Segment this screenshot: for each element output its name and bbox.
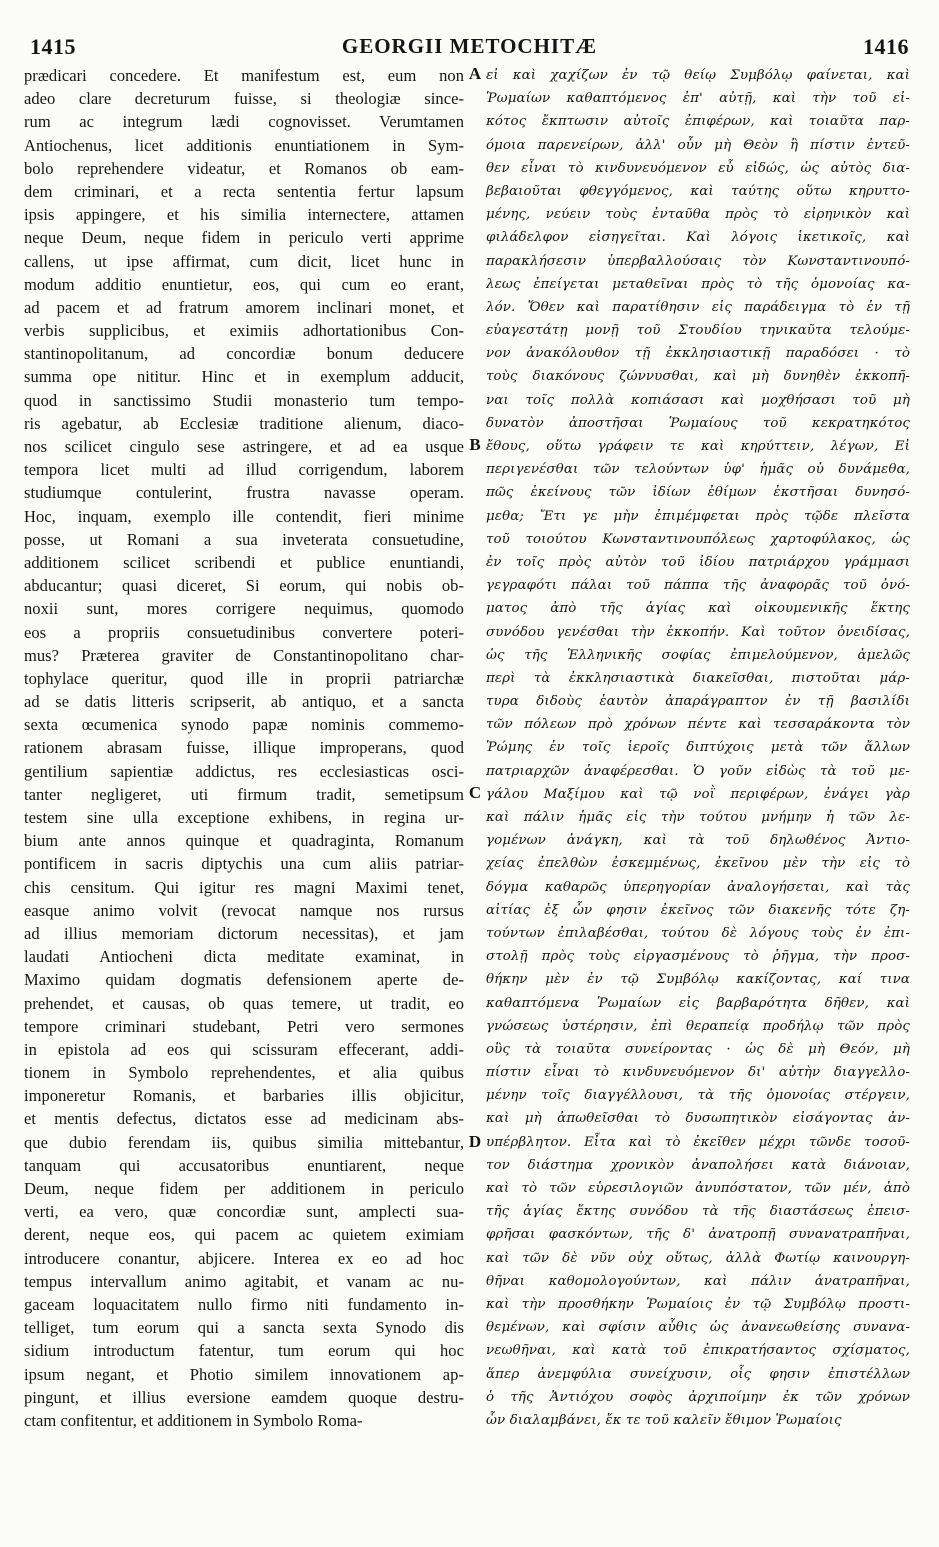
greek-text-line: συνόδου γενέσθαι τὴν ἐκκοπήν. Καὶ τοῦτον ὀνειδίσας, [486, 624, 910, 640]
latin-text-line: additionem scilicet scribendi et publice enuntiandi, [24, 552, 464, 572]
latin-text-line: stantinopolitanum, ad concordiæ bonum deducere [24, 344, 464, 364]
greek-text-line: δυνατὸν ἀποστῆσαι Ῥωμαίους τοῦ κεκρατηκότος [486, 415, 910, 431]
latin-text-line: ad se datis litteris scripserit, ab antiquo, et a sancta [24, 692, 464, 712]
latin-text-line: verbis supplicibus, et eximiis adhortationibus Con- [24, 321, 464, 341]
greek-text-line: στολῇ πρὸς τοὺς εἰργασμένους τὸ ῥῆγμα, τὴν προσ- [486, 949, 910, 965]
greek-text-line: καὶ τὴν προσθήκην Ῥωμαίοις ἐν τῷ Συμβόλῳ προστι- [486, 1296, 910, 1312]
greek-text-line: τοὺς διακόνους ζώννυσθαι, καὶ μὴ δυνηθὲν ἐκκοπῆ- [486, 369, 910, 385]
greek-text-line: θεμένων, καὶ σφίσιν αὖθις ὡς ἀνανεωθείσης συνανα- [486, 1320, 910, 1336]
latin-text-line: tophylace queritur, quod ille in proprii patriarchæ [24, 668, 464, 688]
greek-text-line: νεωθῆναι, καὶ κατὰ τοῦ ἐπικρατήσαντος σχίσματος, [486, 1343, 910, 1359]
greek-text-line: καὶ τὸ τῶν εὑρεσιλογιῶν ἀνυπόστατον, τῶν μέν, ἀπὸ [486, 1181, 910, 1196]
latin-text-line: quod in sanctissimo Studii monasterio tum tempo- [24, 390, 464, 410]
greek-text-line: θῆναι καθομολογούντων, καὶ πάλιν ἀνατραπῆναι, [486, 1273, 910, 1289]
latin-text-line: testem sine ulla exceptione exhibens, in regina ur- [24, 808, 464, 827]
latin-column [24, 64, 464, 1432]
greek-text-line: μένης, νεύειν τοὺς ἐνταῦθα πρὸς τὸ εἰρηνικὸν καὶ [486, 207, 910, 223]
section-marker-c: C [468, 783, 482, 802]
latin-text-line: nos scilicet cingulo sese astringere, et ad ea usque [24, 437, 464, 456]
latin-text-line: summa ope nititur. Hinc et in exemplum adducit, [24, 367, 464, 387]
greek-text-line: περιγενέσθαι τῶν τελούντων ὑφ' ἡμᾶς οὐ δυνάμεθα, [486, 462, 910, 478]
greek-text-line: φρῆσαι φασκόντων, τῆς δ' ἀνατροπῇ συνανατραπῆναι, [486, 1227, 910, 1243]
latin-text-line: bium ante annos quinque et quadraginta, Romanum [24, 831, 464, 851]
latin-text-line: ctam confitentur, et additionem in Symbolo Roma- [24, 1410, 363, 1430]
latin-text-line: que dubio ferendam iis, quibus similia mittebantur, [24, 1132, 464, 1152]
latin-text-line: neque Deum, neque fidem in periculo verti apprime [24, 228, 464, 248]
greek-text-line: ὧν διαλαμβάνει, ἔκ τε τοῦ καλεῖν ἔθιμον Ῥωμαίοις [486, 1412, 842, 1428]
running-title: GEORGII METOCHITÆ [341, 34, 598, 58]
latin-text-line: prædicari concedere. Et manifestum est, eum non [24, 66, 464, 85]
page-number-right: 1416 [863, 34, 909, 59]
latin-text-line: Deum, neque fidem per additionem in periculo [24, 1179, 464, 1198]
section-marker-b: B [469, 435, 481, 454]
greek-text-line: ἔθους, οὕτω γράφειν τε καὶ κηρύττειν, λέγων, Εἰ [486, 439, 910, 454]
latin-text-line: Hoc, inquam, exemplo ille contendit, fieri minime [24, 506, 464, 526]
latin-text-line: pingunt, et illius eversione eamdem quoque destru- [24, 1387, 464, 1407]
greek-text-line: υπέρβλητον. Εἶτα καὶ τὸ ἐκεῖθεν μέχρι τῶνδε τοσοῦ- [486, 1134, 910, 1150]
latin-text-line: tanquam qui accusatoribus enuntiarent, neque [24, 1155, 464, 1175]
latin-text-line: pontificem in sacris diptychis una cum aliis patriar- [24, 854, 464, 874]
greek-text-line: λεως ἐπείγεται μεταθεῖναι πρὸς τὸ τῆς ὁμονοίας κα- [486, 276, 910, 292]
greek-text-line: αἰτίας ἐξ ὧν φησιν ἐκεῖνος τῶν διακενῆς τότε ζη- [486, 902, 910, 918]
greek-text-line: καὶ τῶν δὲ νῦν οὐχ οὕτως, ἀλλὰ Φωτίῳ καινουργη- [486, 1250, 910, 1266]
latin-text-line: Maximo quidam dogmatis defensionem aperte de- [24, 970, 464, 990]
greek-text-line: τούντων ἐπιλαβέσθαι, τούτου δὲ λόγους τοὺς ἐν ἐπι- [486, 925, 910, 941]
greek-text-line: ἐν τοῖς πρὸς αὐτὸν τοῦ ἰδίου πατριάρχου γράμμασι [486, 554, 910, 570]
latin-text-line: chis censitum. Qui igitur res magni Maximi tenet, [24, 877, 464, 897]
greek-text-line: φιλάδελφον εἰσηγεῖται. Καὶ λόγοις ἱκετικοῖς, καὶ [486, 230, 910, 246]
greek-text-line: ἅπερ ἀνεμφύλια συνείχυσιν, οἷς φησιν ἐπιστέλλων [486, 1366, 910, 1382]
greek-text-line: εἰ καὶ χαχίζων ἐν τῷ θείῳ Συμβόλῳ φαίνεται, καὶ [486, 68, 910, 83]
greek-text-line: ματος ἀπὸ τῆς ἁγίας καὶ οἰκουμενικῆς ἕκτης [486, 601, 910, 617]
greek-text-line: τοῦ τοιούτου Κωνσταντινουπόλεως χαρτοφύλακος, ὡς [486, 531, 910, 547]
latin-text-line: verti, ea vero, quæ concordiæ sunt, amplecti sua- [24, 1202, 464, 1222]
greek-text-line: χείας ἐπελθὼν ἐσκεμμένως, ἐκεῖνου μὲν τὴν εἰς τὸ [486, 856, 910, 872]
greek-text-line: μένην τοῖς διαγγέλλουσι, τὰ τῆς ὁμονοίας στέργειν, [486, 1088, 910, 1104]
latin-text-line: telliget, tum eorum qui a sancta sexta Synodo dis [24, 1318, 464, 1338]
latin-text-line: noxii sunt, mores corrigere nequimus, quomodo [24, 599, 464, 619]
latin-text-line: dem criminari, et a recta sententia fertur lapsum [24, 181, 464, 201]
latin-text-line: tempus intervallum animo agitabit, et vanam ac nu- [24, 1271, 464, 1291]
latin-text-line: tionem in Symbolo reprehendentes, et alia quibus [24, 1063, 464, 1083]
greek-text-line: καθαπτόμενα Ῥωμαίων εἰς βαρβαρότητα δῆθεν, καὶ [486, 995, 910, 1011]
greek-text-line: θεν εἶναι τὸ κινδυνευόμενον εὖ εἰδώς, ὡς αὐτὸς δια- [486, 160, 910, 176]
latin-text-line: tempora licet multi ad illud corrigendum, laborem [24, 460, 464, 480]
latin-text-line: bolo reprehendere videatur, et Romanos ob eam- [24, 158, 464, 178]
latin-text-line: gaceam loquacitatem nullo firmo niti fundamento in- [24, 1294, 464, 1314]
greek-text-line: βεβαιοῦται φθεγγόμενος, καὶ ταύτης οὕτω κηρυττο- [486, 183, 910, 199]
latin-text-line: eos a propriis consuetudinibus convertere poteri- [24, 622, 464, 642]
greek-text-line: γάλου Μαξίμου καὶ τῷ νοῒ περιφέρων, ἐνάγει γὰρ [486, 786, 910, 802]
latin-text-line: ad illius memoriam dictorum necessitas), et jam [24, 923, 464, 943]
latin-text-line: sexta œcumenica synodo papæ nominis commemo- [24, 715, 464, 735]
greek-text-line: δόγμα καθαρῶς ὑπερηγορίαν ἀναλογήσεται, καὶ τὰς [486, 879, 910, 895]
greek-text-line: πίστιν εἶναι τὸ κινδυνευόμενον δι' αὐτὴν διαγγελλο- [486, 1065, 910, 1081]
greek-text-line: τῶν πόλεων πρὸ χρόνων πέντε καὶ τεσσαράκοντα τὸν [486, 717, 910, 733]
latin-text-line: adeo clare decreturum fuisse, si theologiæ since- [24, 89, 464, 109]
greek-text-line: ὁ τῆς Ἀντιόχου σοφὸς ἀρχιποίμην ἐκ τῶν χρόνων [486, 1389, 910, 1405]
greek-text-line: πῶς ἐκείνους τῶν ἰδίων ἐθίμων ἐκστῆσαι δυνησό- [486, 485, 910, 501]
greek-text-line: θήκην μὲν ἐν τῷ Συμβόλῳ κακίζοντας, καί τινα [486, 972, 910, 988]
greek-text-line: τῆς ἁγίας ἕκτης συνόδου τὰ τῆς διαστάσεως ἐπεισ- [486, 1204, 910, 1220]
greek-text-line: κότος ἔκπτωσιν αὐτοῖς ἐπιφέρων, καὶ τοιαῦτα παρ- [486, 114, 910, 130]
latin-text-line: ris agebatur, ab Ecclesiæ traditione alienum, diaco- [24, 413, 464, 433]
section-marker-a: A [468, 64, 482, 83]
latin-text-line: studiumque contulerint, frustra navasse operam. [24, 483, 464, 503]
greek-text-line: Ῥωμαίων καθαπτόμενος ἐπ' αὐτῇ, καὶ τὴν τοῦ εἰ- [486, 91, 910, 107]
latin-text-line: introducere conantur, abjicere. Interea ex eo ad hoc [24, 1248, 464, 1268]
latin-text-line: gentilium sapientiæ addictus, res ecclesiasticas osci- [24, 761, 464, 781]
greek-text-line: παρακλήσεσιν ὑπερβαλλούσαις τὸν Κωνσταντινουπό- [486, 253, 910, 269]
latin-text-line: easque animo volvit (revocat namque nos rursus [24, 900, 464, 920]
greek-column [486, 64, 910, 1432]
greek-text-line: καὶ πάλιν ἡμᾶς εἰς τὴν τούτου μνήμην ἡ τῶν λε- [486, 810, 910, 825]
greek-text-line: οὓς τὰ τοιαῦτα συνείροντας · ὡς δὲ μὴ Θεόν, μὴ [486, 1041, 910, 1057]
page-number-left: 1415 [30, 34, 76, 59]
latin-text-line: ipsis appingere, et his similia internectere, attamen [24, 205, 464, 225]
page-header [30, 34, 909, 64]
latin-text-line: in epistola ad eos qui scissuram effecerant, addi- [24, 1039, 464, 1059]
greek-text-line: καὶ μὴ ἀπωθεῖσθαι τὸ δυσωπητικὸν εἰσάγοντας ἀν- [486, 1111, 910, 1127]
latin-text-line: Antiochenus, licet additionis enuntiationem in Sym- [24, 135, 464, 155]
greek-text-line: ὡς τῆς Ἑλληνικῆς σοφίας ἐπιμελούμενον, ἀμελῶς [486, 647, 910, 663]
greek-text-line: λόν. Ὅθεν καὶ παρατίθησιν εἰς παράδειγμα τὸ ἐν τῇ [486, 299, 910, 315]
greek-text-line: τυρα διδοὺς ἑαυτὸν ἀπαράγραπτον ἐν τῇ βασιλίδι [486, 694, 910, 710]
greek-text-line: τον διάστημα χρονικὸν ἀναπολήσει κατὰ διάνοιαν, [486, 1157, 910, 1173]
latin-text-line: laudati Antiocheni dicta meditate examinat, in [24, 947, 464, 967]
latin-text-line: modum additio enuntietur, eos, qui cum eo erant, [24, 274, 464, 294]
latin-text-line: posse, ut Romani a sua inveterata consuetudine, [24, 529, 464, 549]
latin-text-line: rationem abrasam fuisse, illique improperans, quod [24, 738, 464, 758]
greek-text-line: εὐαγεστάτῃ μονῇ τοῦ Στουδίου τηνικαῦτα τελούμε- [486, 323, 910, 339]
latin-text-line: ad pacem et ad fratrum amorem inclinari monet, et [24, 297, 464, 317]
greek-text-line: νον ἀνακόλουθον τῇ ἐκκλησιαστικῇ παραδόσει · τὸ [486, 346, 910, 362]
greek-text-line: μεθα; Ἔτι γε μὴν ἐπιμέμφεται πρὸς τῷδε πλεῖστα [486, 508, 910, 524]
latin-text-line: callens, ut ipse affirmat, cum dicit, licet hunc in [24, 251, 464, 271]
latin-text-line: sidium introductum fatentur, tum eorum qui hoc [24, 1341, 464, 1361]
latin-text-line: rum ac integrum lædi cognovisset. Verumtamen [24, 112, 464, 132]
greek-text-line: γομένων ἀνάγκη, καὶ τὰ τοῦ δηλωθένος Ἀντιο- [486, 833, 910, 849]
latin-text-line: derent, neque eos, qui pacem ac quietem eximiam [24, 1225, 464, 1245]
latin-text-line: imponeretur Romanis, et barbaries illis objicitur, [24, 1086, 464, 1106]
greek-text-line: πατριαρχῶν ἀναφέρεσθαι. Ὁ γοῦν εἰδὼς τὰ τοῦ με- [486, 763, 910, 779]
greek-text-line: γνώσεως ὑστέρησιν, ἐπὶ θεραπείᾳ προδήλῳ τῶν πρὸς [486, 1018, 910, 1034]
latin-text-line: ipsum negant, et Photio similem innovationem ap- [24, 1364, 464, 1384]
latin-text-line: prehendet, et causas, ob quas temere, ut tradit, eo [24, 993, 464, 1013]
latin-text-line: abducantur; quasi diceret, Si eorum, qui nobis ob- [24, 576, 464, 596]
greek-text-line: όμοια παρενείρων, ἀλλ' οὖν μὴ Θεὸν ἢ πίστιν ἐντεῦ- [486, 137, 910, 153]
latin-text-line: mus? Præterea graviter de Constantinopolitano char- [24, 645, 464, 665]
latin-text-line: et mentis defectus, dictatos esse ad medicinam abs- [24, 1109, 464, 1129]
greek-text-line: περὶ τὰ ἐκκλησιαστικὰ διακεῖσθαι, πιστοῦται μάρ- [486, 670, 910, 686]
latin-text-line: tempore criminari studebant, Petri vero sermones [24, 1016, 464, 1036]
greek-text-line: ναι τοῖς πολλὰ κοπιάσασι καὶ μοχθήσασι τοῦ μὴ [486, 392, 910, 408]
greek-text-line: γεγραφότι πάλαι τοῦ πάππα τῆς ἀναφορᾶς τοῦ ὀνό- [486, 578, 910, 594]
greek-text-line: Ῥώμης ἐν τοῖς ἱεροῖς διπτύχοις μετὰ τῶν ἄλλων [486, 740, 910, 756]
latin-text-line: tanter negligeret, uti firmum tradit, semetipsum [24, 784, 464, 804]
section-marker-d: D [468, 1132, 482, 1151]
